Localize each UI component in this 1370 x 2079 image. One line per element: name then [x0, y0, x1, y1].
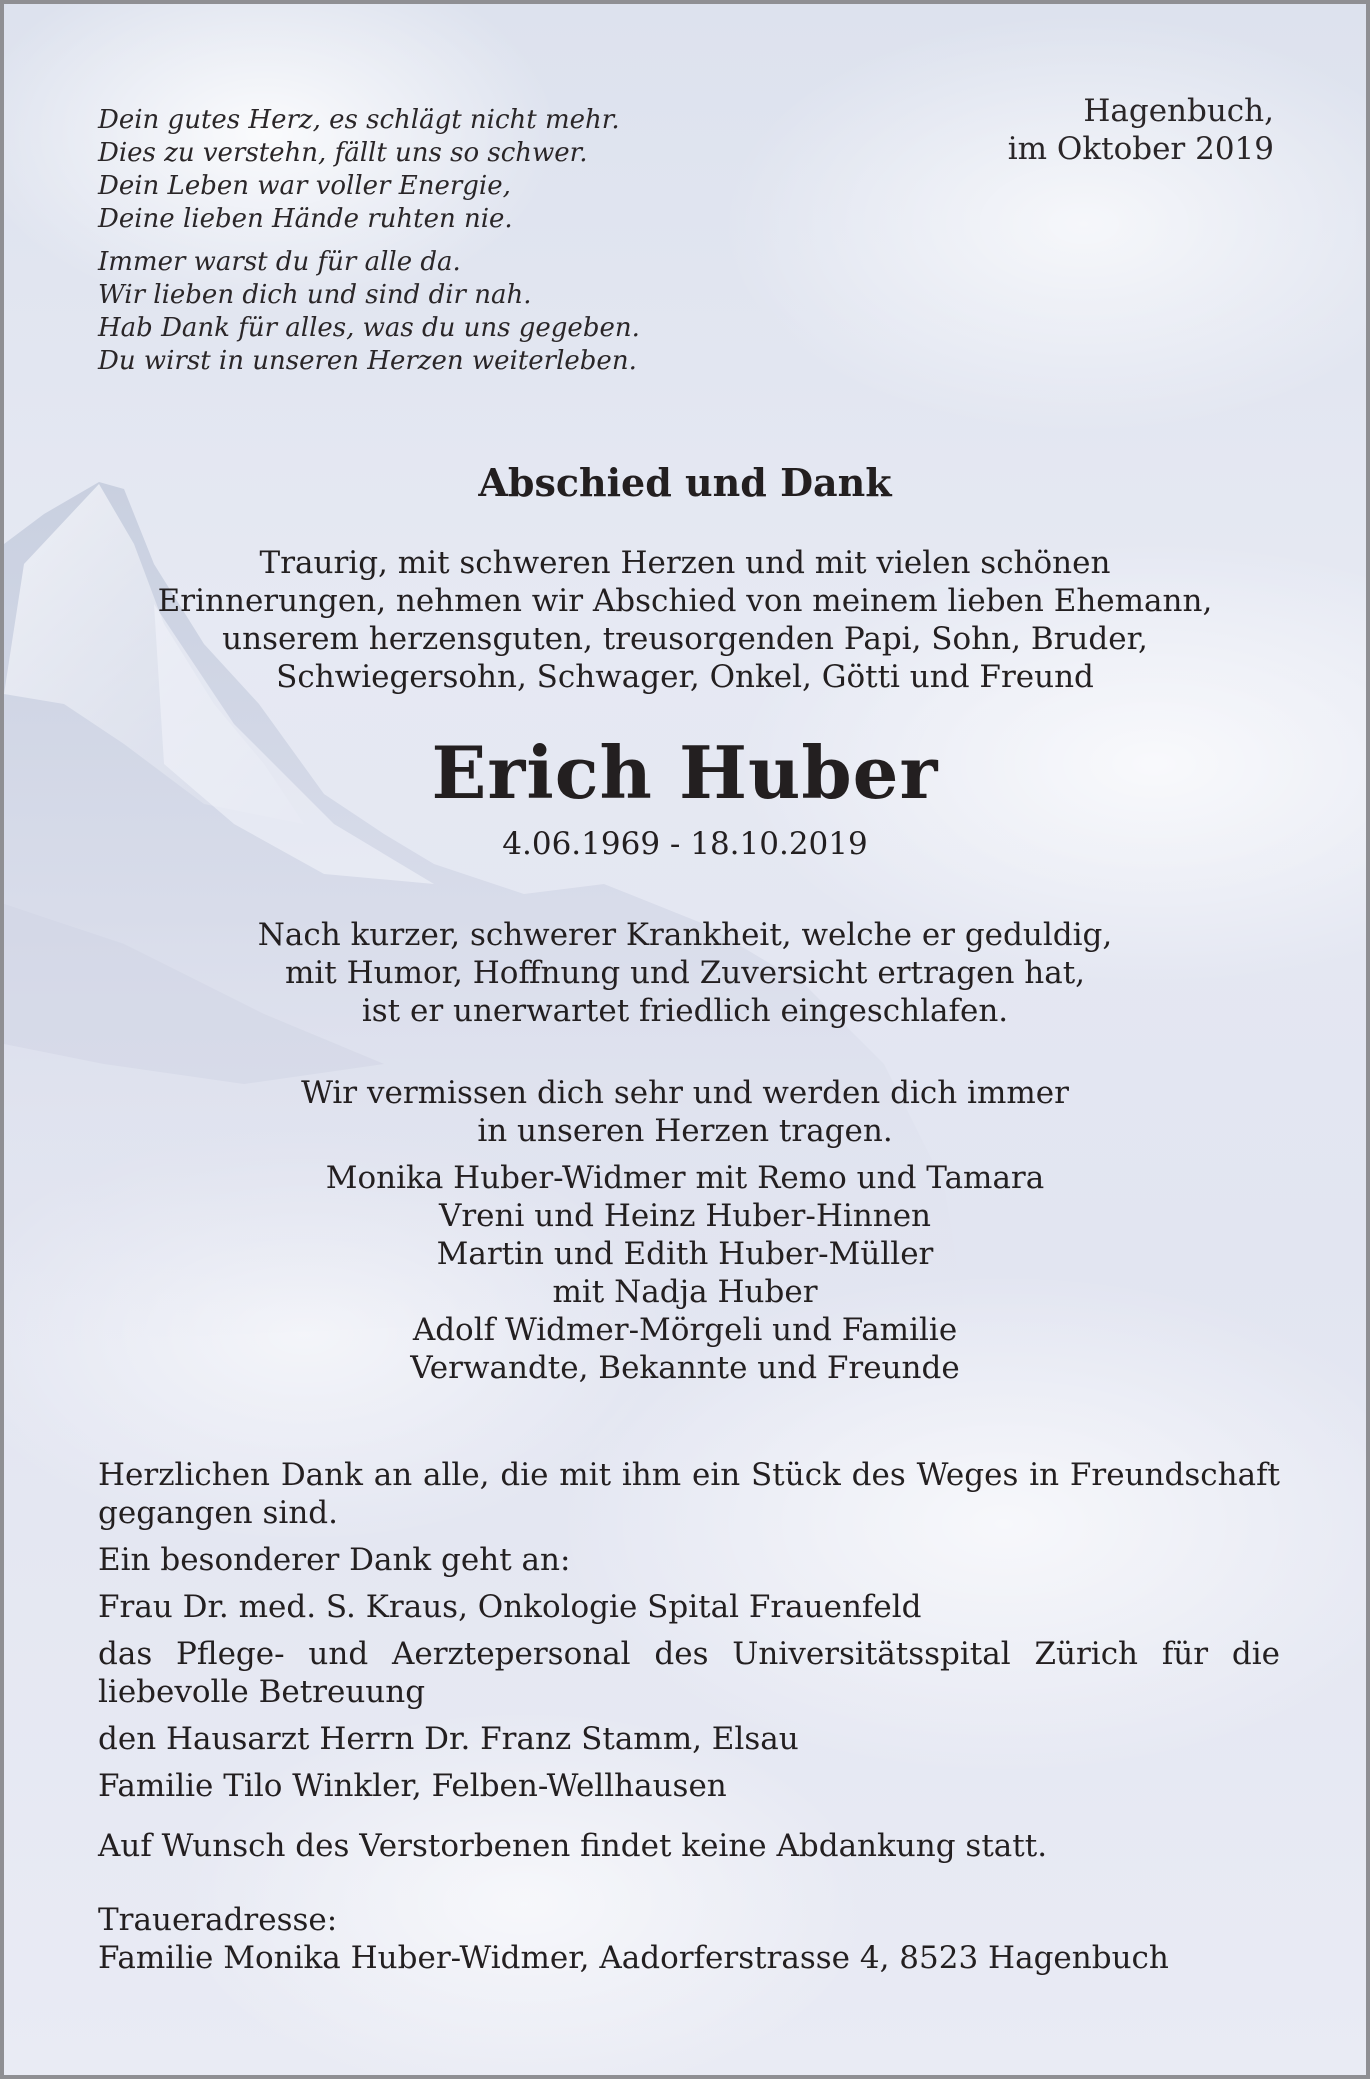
poem-stanza-1	[98, 104, 798, 236]
poem-line: Dein gutes Herz, es schlägt nicht mehr.	[98, 105, 620, 135]
thanks-item: den Hausarzt Herrn Dr. Franz Stamm, Elsau	[98, 1721, 799, 1757]
memorial-poem	[98, 104, 798, 388]
mourner: Adolf Widmer-Mörgeli und Familie	[412, 1312, 958, 1348]
illness-line: mit Humor, Hoffnung und Zuversicht ertragen hat,	[284, 955, 1086, 991]
intro-text	[4, 544, 1366, 696]
date: im Oktober 2019	[1007, 131, 1274, 167]
mourners-list	[4, 1159, 1366, 1387]
intro-line: Erinnerungen, nehmen wir Abschied von meinem lieben Ehemann,	[157, 583, 1213, 619]
deceased-name: Erich Huber	[431, 730, 939, 815]
illness-text	[4, 916, 1366, 1030]
intro-line: unserem herzensguten, treusorgenden Papi, Sohn, Bruder,	[222, 621, 1148, 657]
poem-stanza-2	[98, 246, 798, 378]
mourner: Martin und Edith Huber-Müller	[436, 1236, 934, 1272]
poem-line: Immer warst du für alle da.	[98, 247, 461, 277]
miss-line: in unseren Herzen tragen.	[477, 1113, 893, 1149]
poem-line: Deine lieben Hände ruhten nie.	[98, 204, 513, 234]
illness-line: Nach kurzer, schwerer Krankheit, welche er geduldig,	[257, 917, 1113, 953]
no-funeral-service-note: Auf Wunsch des Verstorbenen findet keine Abdankung statt.	[98, 1828, 1048, 1864]
life-dates: 4.06.1969 - 18.10.2019	[502, 826, 868, 862]
intro-line: Schwiegersohn, Schwager, Onkel, Götti und Freund	[276, 659, 1094, 695]
illness-line: ist er unerwartet friedlich eingeschlafen.	[361, 993, 1009, 1029]
place: Hagenbuch,	[1083, 93, 1274, 129]
thanks-item: Frau Dr. med. S. Kraus, Onkologie Spital Frauenfeld	[98, 1589, 922, 1625]
special-thanks-intro: Ein besonderer Dank geht an:	[98, 1542, 571, 1578]
miss-line: Wir vermissen dich sehr und werden dich immer	[301, 1075, 1069, 1111]
place-and-date	[1008, 92, 1274, 168]
intro-line: Traurig, mit schweren Herzen und mit vielen schönen	[259, 545, 1111, 581]
poem-line: Dein Leben war voller Energie,	[98, 171, 511, 201]
mourner: mit Nadja Huber	[552, 1274, 818, 1310]
mourner: Verwandte, Bekannte und Freunde	[410, 1350, 960, 1386]
poem-line: Du wirst in unseren Herzen weiterleben.	[98, 346, 637, 376]
thanks-item: das Pflege- und Aerztepersonal des Universitätsspital Zürich für die liebevolle Betreuung	[98, 1636, 1280, 1710]
mourning-address: Familie Monika Huber-Widmer, Aadorferstrasse 4, 8523 Hagenbuch	[98, 1940, 1169, 1976]
thanks-item: Familie Tilo Winkler, Felben-Wellhausen	[98, 1768, 727, 1804]
general-thanks: Herzlichen Dank an alle, die mit ihm ein Stück des Weges in Freundschaft gegangen sind.	[98, 1457, 1280, 1531]
poem-line: Wir lieben dich und sind dir nah.	[98, 280, 532, 310]
poem-line: Hab Dank für alles, was du uns gegeben.	[98, 313, 640, 343]
notice-heading: Abschied und Dank	[478, 460, 892, 505]
thanks-section	[98, 1456, 1280, 1986]
poem-line: Dies zu verstehn, fällt uns so schwer.	[98, 138, 588, 168]
mourner: Monika Huber-Widmer mit Remo und Tamara	[325, 1160, 1045, 1196]
miss-text	[4, 1074, 1366, 1150]
mourner: Vreni und Heinz Huber-Hinnen	[438, 1198, 932, 1234]
mourning-address-label: Traueradresse:	[98, 1902, 338, 1938]
